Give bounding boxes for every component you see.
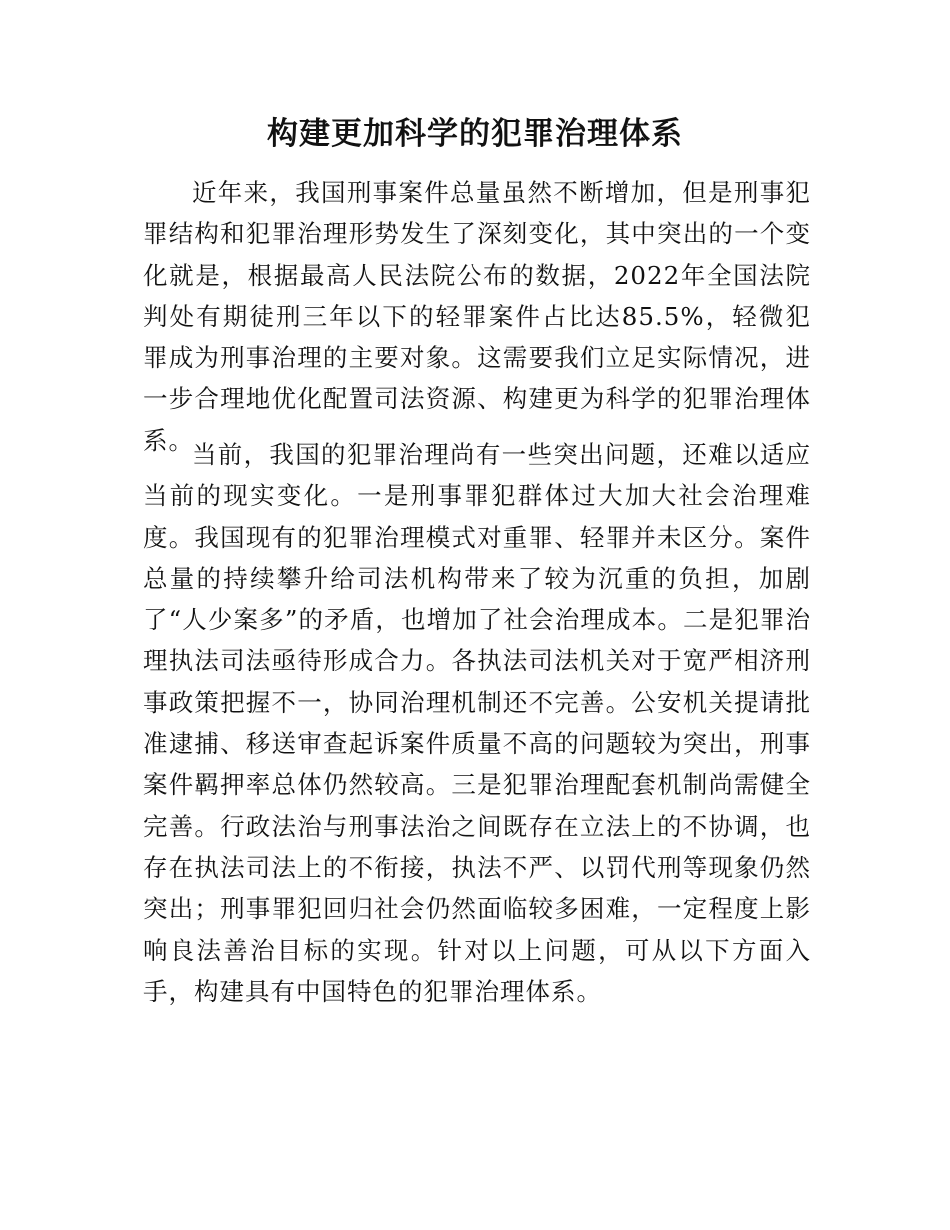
body-paragraph-2: 当前，我国的犯罪治理尚有一些突出问题，还难以适应当前的现实变化。一是刑事罪犯群体过大加大社会治理难度。我国现有的犯罪治理模式对重罪、轻罪并未区分。案件总量的持续攀升给司法机构带来了较为沉重的负担，加剧了“人少案多”的矛盾，也增加了社会治理成本。二是犯罪治理执法司法亟待形成合力。各执法司法机关对于宽严相济刑事政策把握不一，协同治理机制还不完善。公安机关提请批准逮捕、移送审查起诉案件质量不高的问题较为突出，刑事案件羁押率总体仍然较高。三是犯罪治理配套机制尚需健全完善。行政法治与刑事法治之间既存在立法上的不协调，也存在执法司法上的不衔接，执法不严、以罚代刑等现象仍然突出；刑事罪犯回归社会仍然面临较多困难，一定程度上影响良法善治目标的实现。针对以上问题，可从以下方面入手，构建具有中国特色的犯罪治理体系。 — [143, 440, 811, 1006]
body-paragraph-1: 近年来，我国刑事案件总量虽然不断增加，但是刑事犯罪结构和犯罪治理形势发生了深刻变化，其中突出的一个变化就是，根据最高人民法院公布的数据，2022年全国法院判处有期徒刑三年以下的轻罪案件占比达85.5%，轻微犯罪成为刑事治理的主要对象。这需要我们立足实际情况，进一步合理地优化配置司法资源、构建更为科学的犯罪治理体系。 — [143, 178, 811, 455]
document-title: 构建更加科学的犯罪治理体系 — [267, 116, 683, 152]
